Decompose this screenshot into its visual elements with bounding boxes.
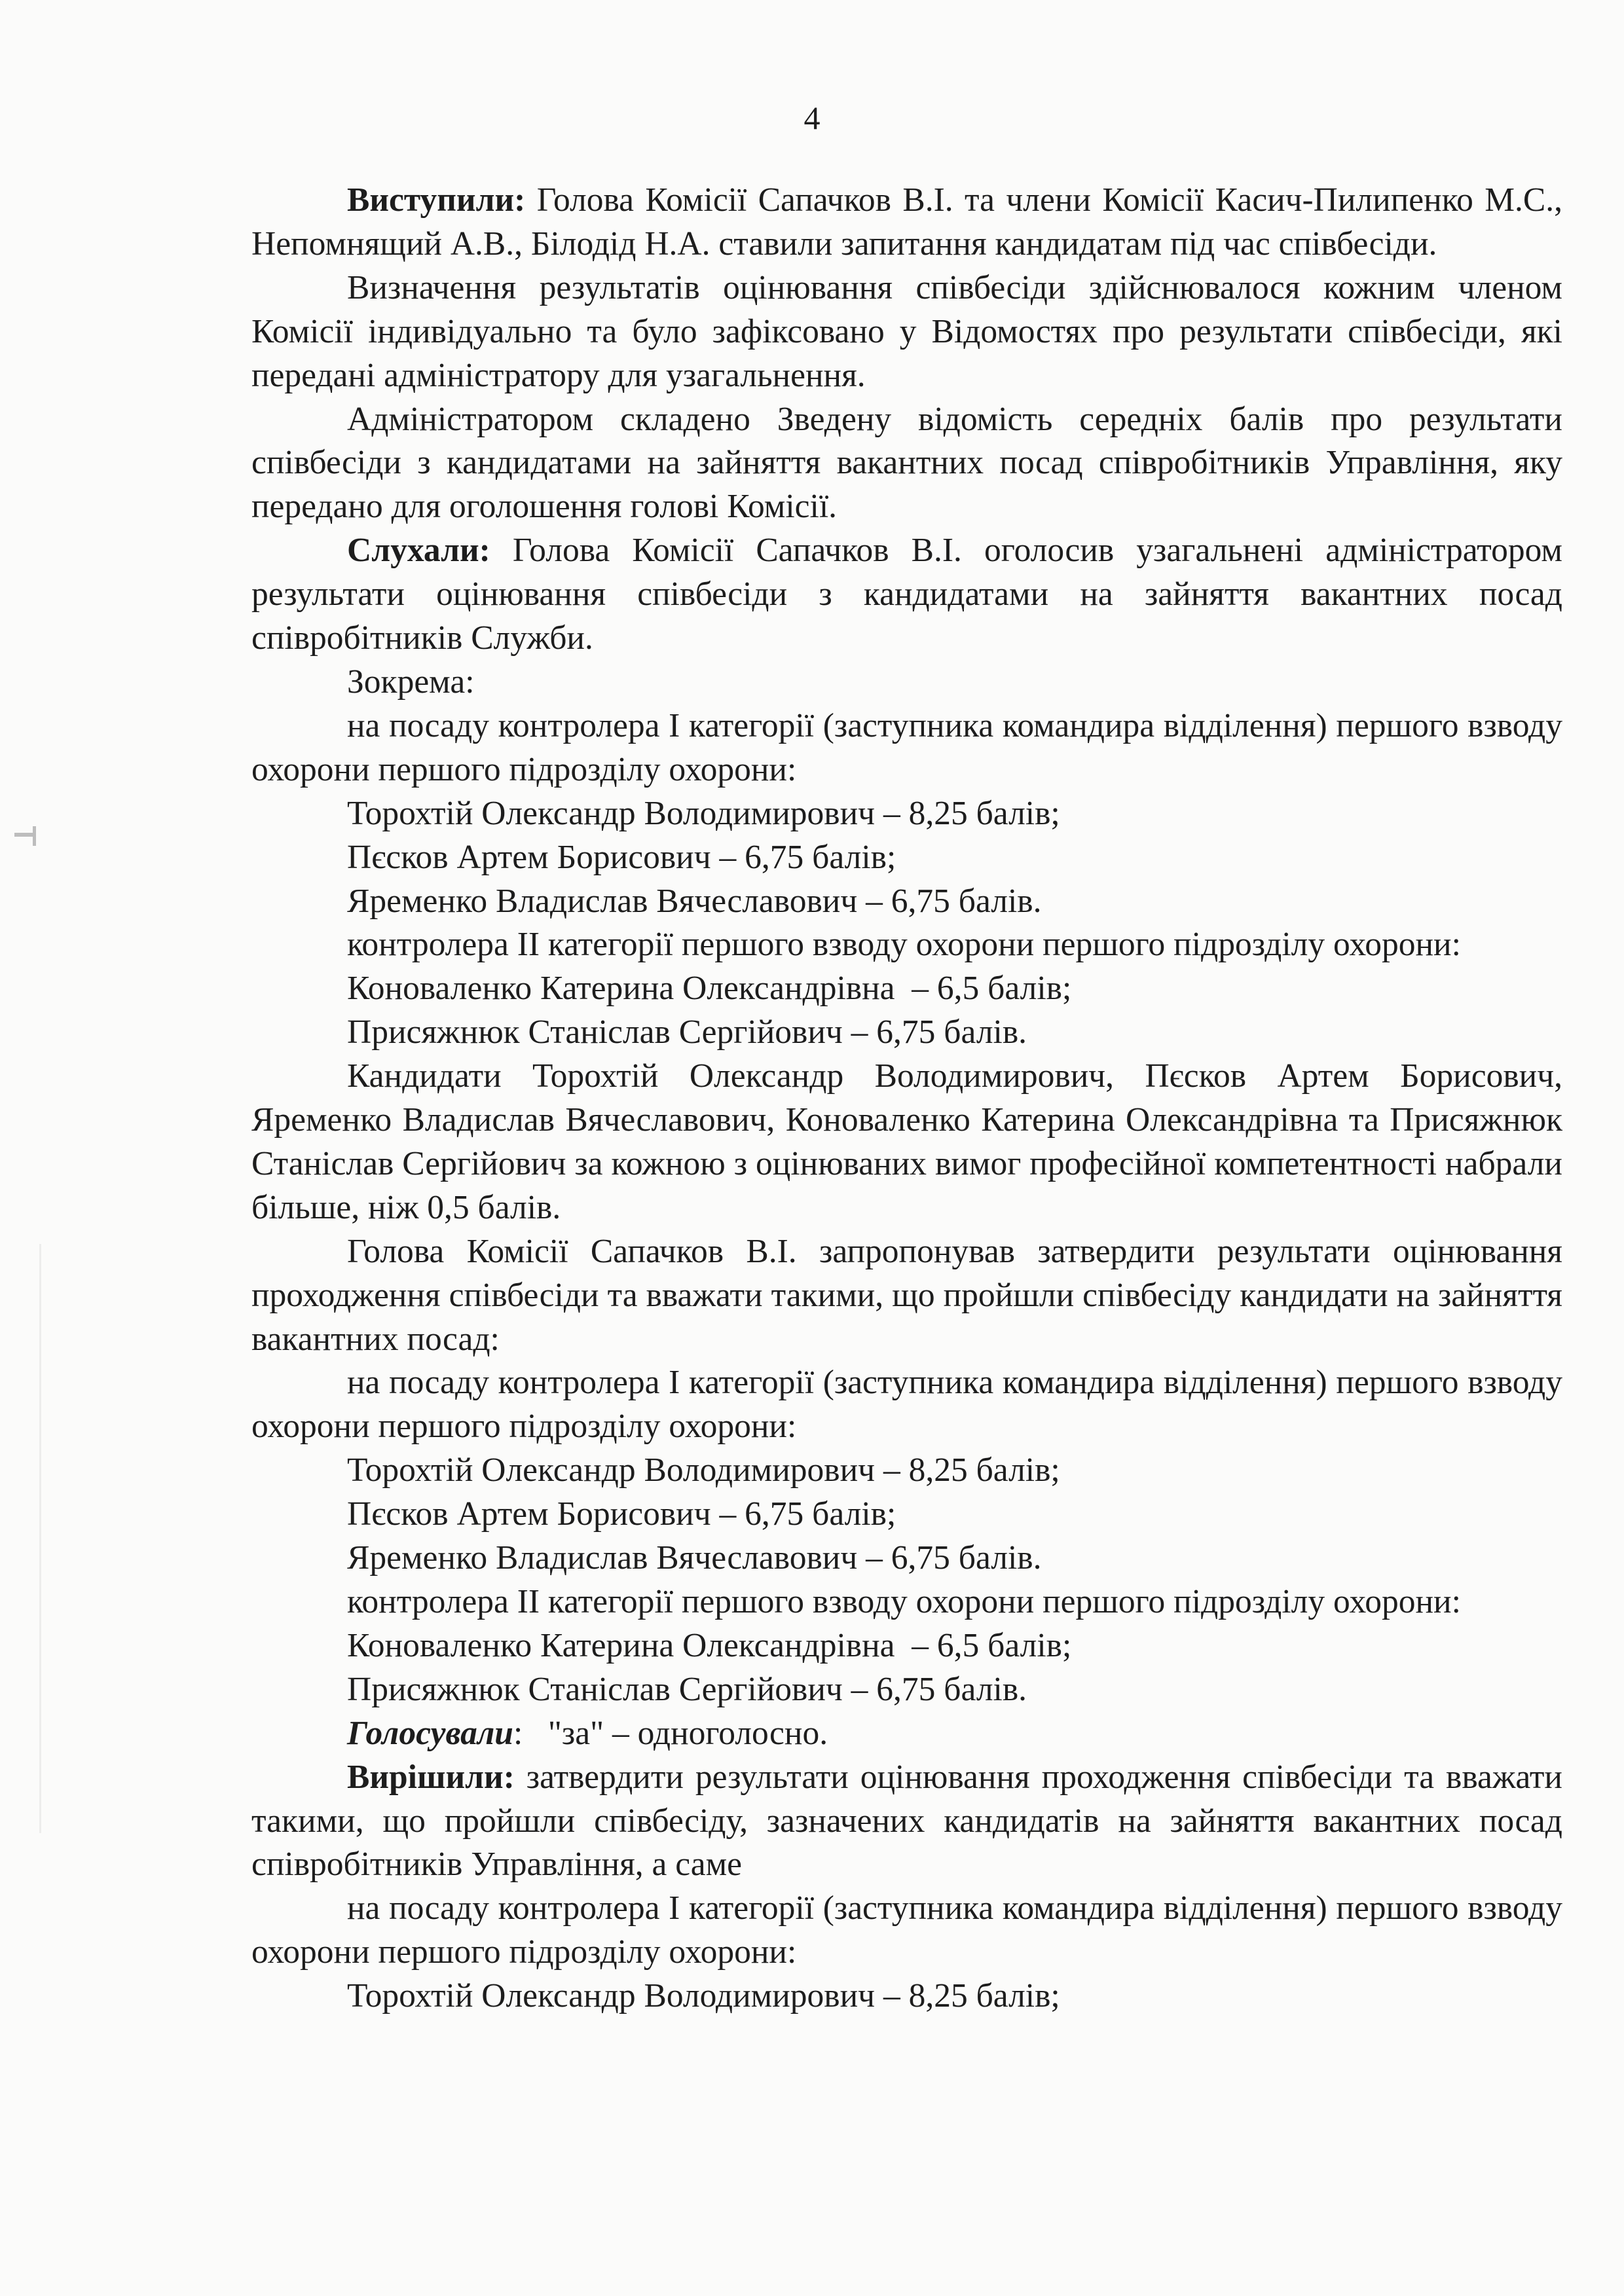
page-number: 4 <box>803 100 821 136</box>
scan-artifact <box>33 826 36 846</box>
paragraph-text: Адміністратором складено Зведену відомість середніх балів про результати співбесіди з кандидатами на зайняття вакантних посад співробітників Управління, яку передано для оголошення голові Комісії. <box>251 400 1562 526</box>
candidate-line <box>251 1624 1562 1668</box>
paragraph-text: : "за" – одноголосно. <box>513 1714 828 1752</box>
paragraph-text: контролера ІІ категорії першого взводу охорони першого підрозділу охорони: <box>347 1583 1461 1620</box>
paragraph-text: на посаду контролера І категорії (заступника командира відділення) першого взводу охорони першого підрозділу охорони: <box>251 1364 1562 1446</box>
paragraph-text: Голова Комісії Сапачков В.І. оголосив узагальнені адміністратором результати оцінювання співбесіди з кандидатами на зайняття вакантних посад співробітників Служби. <box>251 532 1562 657</box>
candidate-line <box>251 836 1562 880</box>
document-body <box>251 179 1562 2018</box>
candidate-line <box>251 1975 1562 2018</box>
paragraph-text: контролера ІІ категорії першого взводу охорони першого підрозділу охорони: <box>347 926 1461 964</box>
paragraph-candidates <box>251 1055 1562 1230</box>
paragraph-text: затвердити результати оцінювання проходження співбесіди та вважати такими, що пройшли співбесіду, зазначених кандидатів на зайняття вакантних посад співробітників Управління, а саме <box>251 1758 1562 1884</box>
paragraph-text: Голова Комісії Сапачков В.І. запропонував затвердити результати оцінювання проходження співбесіди та вважати такими, що пройшли співбесіду кандидати на зайняття вакантних посад: <box>251 1232 1562 1358</box>
label-vystupyly: Виступили: <box>347 181 526 219</box>
paragraph-text: Визначення результатів оцінювання співбесіди здійснювалося кожним членом Комісії індивідуально та було зафіксовано у Відомостях про результати співбесіди, які передані адміністратору для узагальнення. <box>251 268 1562 394</box>
paragraph-text: Кандидати Торохтій Олександр Володимирович, Пєсков Артем Борисович, Яременко Владислав Вячеславович, Коноваленко Катерина Олександрівна та Присяжнюк Станіслав Сергійович за кожною з оцінюваних вимог професійної компетентності набрали більше, ніж 0,5 балів. <box>251 1057 1562 1226</box>
paragraph-text: на посаду контролера І категорії (заступника командира відділення) першого взводу охорони першого підрозділу охорони: <box>251 1889 1562 1971</box>
paragraph-text: на посаду контролера І категорії (заступника командира відділення) першого взводу охорони першого підрозділу охорони: <box>251 706 1562 788</box>
paragraph-text: Торохтій Олександр Володимирович – 8,25 балів; <box>347 1977 1060 2015</box>
paragraph-position-2 <box>251 1580 1562 1624</box>
paragraph-text: Зокрема: <box>347 663 475 701</box>
paragraph-text: Голова Комісії Сапачков В.І. та члени Комісії Касич-Пилипенко М.С., Непомнящий А.В., Білодід Н.А. ставили запитання кандидатам під час співбесіди. <box>251 181 1562 263</box>
paragraph-text: Присяжнюк Станіслав Сергійович – 6,75 балів. <box>347 1013 1027 1051</box>
paragraph-summary <box>251 398 1562 530</box>
paragraph-text: Яременко Владислав Вячеславович – 6,75 балів. <box>347 882 1042 920</box>
candidate-line <box>251 1493 1562 1537</box>
paragraph-text: Торохтій Олександр Володимирович – 8,25 балів; <box>347 1451 1060 1489</box>
paragraph-decided <box>251 1756 1562 1887</box>
paragraph-zokrema <box>251 661 1562 704</box>
scan-artifact <box>14 833 33 837</box>
paragraph-text: Пєсков Артем Борисович – 6,75 балів; <box>347 1495 896 1533</box>
paragraph-text: Торохтій Олександр Володимирович – 8,25 балів; <box>347 794 1060 832</box>
label-vyrishyly: Вирішили: <box>347 1758 515 1796</box>
paragraph-evaluation <box>251 266 1562 398</box>
candidate-line <box>251 1449 1562 1493</box>
candidate-line <box>251 1537 1562 1580</box>
paragraph-position-2 <box>251 923 1562 967</box>
candidate-line <box>251 1668 1562 1712</box>
paragraph-text: Пєсков Артем Борисович – 6,75 балів; <box>347 838 896 876</box>
candidate-line <box>251 1011 1562 1055</box>
paragraph-proposal <box>251 1230 1562 1362</box>
paragraph-heard <box>251 529 1562 661</box>
paragraph-speakers <box>251 179 1562 266</box>
scan-artifact <box>39 1244 41 1833</box>
paragraph-voted <box>251 1712 1562 1756</box>
paragraph-position-1 <box>251 1887 1562 1975</box>
paragraph-position-1 <box>251 1361 1562 1449</box>
paragraph-text: Коноваленко Катерина Олександрівна – 6,5 балів; <box>347 970 1072 1008</box>
paragraph-text: Яременко Владислав Вячеславович – 6,75 балів. <box>347 1539 1042 1577</box>
paragraph-position-1 <box>251 704 1562 792</box>
paragraph-text: Коноваленко Катерина Олександрівна – 6,5 балів; <box>347 1626 1072 1664</box>
candidate-line <box>251 792 1562 836</box>
candidate-line <box>251 967 1562 1011</box>
label-slukhaly: Слухали: <box>347 532 490 570</box>
candidate-line <box>251 880 1562 924</box>
paragraph-text: Присяжнюк Станіслав Сергійович – 6,75 балів. <box>347 1670 1027 1708</box>
label-holosuvaly: Голосували <box>347 1714 513 1752</box>
